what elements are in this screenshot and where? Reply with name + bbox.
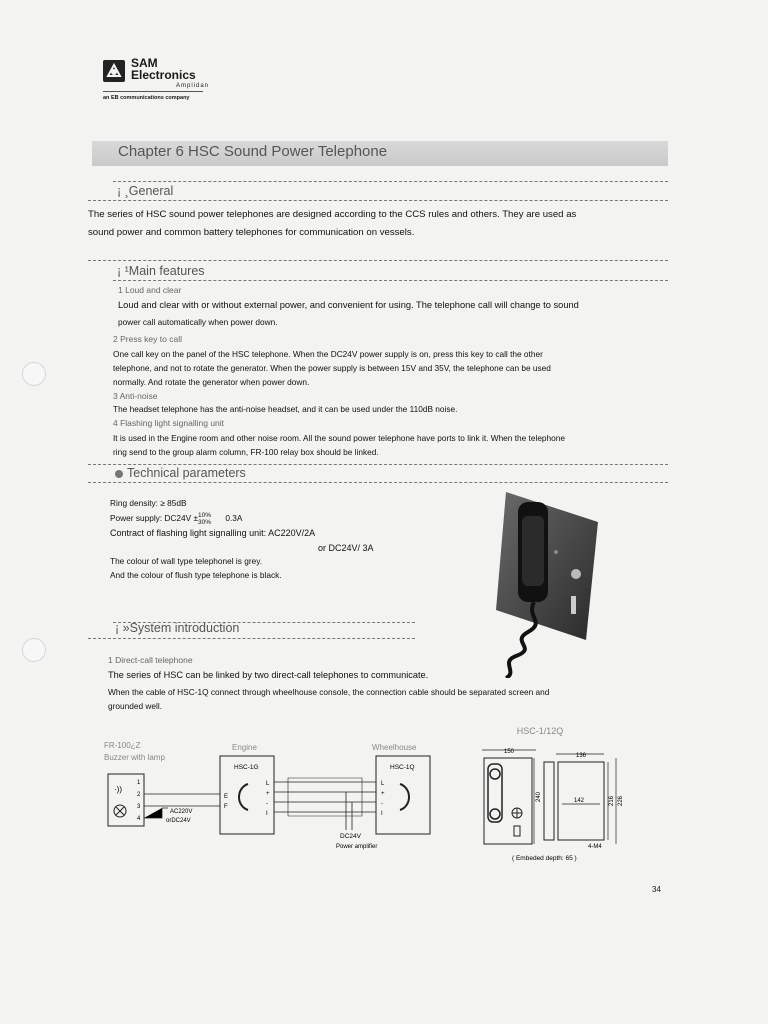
brand-name-line1: SAM <box>131 56 158 70</box>
punch-hole <box>22 362 46 386</box>
feature-4-line2: ring send to the group alarm column, FR-100 relay box should be linked. <box>113 447 379 457</box>
system-1-line2: When the cable of HSC-1Q connect through wheelhouse console, the connection cable should be separated screen and <box>108 687 550 697</box>
dimension-drawing <box>476 722 626 866</box>
dc-wires <box>346 792 352 830</box>
ac-wire <box>144 808 168 818</box>
bullet-icon <box>115 470 123 478</box>
feature-2-title: 2 Press key to call <box>113 334 182 344</box>
system-1-title: 1 Direct-call telephone <box>108 655 193 665</box>
hsc1q-minus: - <box>381 801 383 807</box>
hsc1q-plus: + <box>381 791 385 797</box>
embed-depth: ( Embeded depth: 65 ) <box>512 855 577 862</box>
buzzer-label: Buzzer with lamp <box>104 753 165 762</box>
tech-current: 0.3A <box>225 513 243 524</box>
amplifier-label: Power amplifier <box>336 844 378 850</box>
feature-4-line1: It is used in the Engine room and other noise room. All the sound power telephone have ports to link it. When the telephone <box>113 433 566 443</box>
tech-tolerance-down: 30% <box>198 519 212 526</box>
feature-3-line1: The headset telephone has the anti-noise headset, and it can be used under the 110dB noise. <box>113 404 458 414</box>
brand-subname: Amplidan <box>176 83 210 89</box>
dim-226: 226 <box>618 795 624 806</box>
fr-wires <box>144 794 220 806</box>
dashed-rule <box>88 260 668 261</box>
tech-contract: Contract of flashing light signalling unit: AC220V/2A <box>110 528 316 538</box>
mouthpiece-icon <box>490 809 500 819</box>
feature-2-line3: normally. And rotate the generator when power down. <box>113 377 310 387</box>
hsc1g-f: F <box>224 804 228 810</box>
general-text-line2: sound power and common battery telephones for communication on vessels. <box>88 227 415 238</box>
hsc1g-i: I <box>266 811 268 817</box>
system-1-line1: The series of HSC can be linked by two direct-call telephones to communicate. <box>108 670 429 680</box>
feature-1-title: 1 Loud and clear <box>118 285 182 295</box>
dim-136: 136 <box>576 753 587 759</box>
hsc1q-label: HSC-1Q <box>390 764 415 771</box>
tech-colour-flush: And the colour of flush type telephone is black. <box>110 570 282 580</box>
handset-icon-wheelhouse <box>400 784 409 810</box>
handset-icon-engine <box>239 784 248 810</box>
dim-142: 142 <box>574 798 585 804</box>
brand-divider <box>103 91 203 92</box>
dashed-rule <box>113 280 668 281</box>
brand-name-line2: Electronics <box>131 68 196 82</box>
hsc1g-plus: + <box>266 791 270 797</box>
hsc1g-l: L <box>266 781 270 787</box>
terminal-2: 2 <box>137 792 141 798</box>
tech-power-label: Power supply: DC24V ± <box>110 513 199 524</box>
feature-4-title: 4 Flashing light signalling unit <box>113 418 225 428</box>
side-view <box>544 762 554 840</box>
hsc1q-l: L <box>381 781 385 787</box>
feature-2-line2: telephone, and not to rotate the generator. When the power supply is between 15V and 35V, the telephone can be used <box>113 363 551 373</box>
brand-tagline: an EB communications company <box>103 95 190 101</box>
sam-logo-icon <box>103 60 125 82</box>
feature-3-title: 3 Anti-noise <box>113 391 158 401</box>
dim-4m4: 4-M4 <box>588 844 602 850</box>
section-heading-system: ¡ »System introduction <box>115 621 240 635</box>
section-heading-tech <box>115 466 246 480</box>
telephone-photo <box>486 492 598 678</box>
ac-label: AC220V <box>170 809 193 815</box>
dashed-rule <box>88 464 668 465</box>
tech-heading-text: Technical parameters <box>127 466 246 480</box>
feature-1-line2: power call automatically when power down. <box>118 317 278 327</box>
cable-screen <box>288 778 362 816</box>
system-1-line3: grounded well. <box>108 701 162 711</box>
dashed-rule <box>113 181 668 182</box>
section-heading-features: ¡ ¹Main features <box>117 264 205 278</box>
engine-label: Engine <box>232 743 257 752</box>
hsc1g-label: HSC-1G <box>234 764 259 771</box>
model-title: HSC-1/12Q <box>516 726 564 736</box>
dc-label: DC24V <box>340 833 361 840</box>
dashed-rule <box>88 482 668 483</box>
tech-ring-density: Ring density: ≥ 85dB <box>110 498 187 508</box>
link-wires <box>274 782 376 812</box>
page-number: 34 <box>652 885 661 894</box>
earpiece-icon <box>490 769 500 779</box>
switch-icon <box>514 826 520 836</box>
dashed-rule <box>88 200 668 201</box>
fr-label: FR-100¿Z <box>104 741 141 750</box>
terminal-4: 4 <box>137 816 141 822</box>
hsc1q-i: I <box>381 811 383 817</box>
tech-tolerance-up: 10% <box>198 512 212 519</box>
general-text-line1: The series of HSC sound power telephones are designed according to the CCS rules and others. They are used as <box>88 209 577 220</box>
tech-contract-alt: or DC24V/ 3A <box>318 543 374 553</box>
chapter-title: Chapter 6 HSC Sound Power Telephone <box>118 143 388 160</box>
wiring-diagram <box>100 738 440 856</box>
dashed-rule <box>88 638 415 639</box>
hsc1g-e: E <box>224 794 229 800</box>
wheelhouse-label: Wheelhouse <box>372 743 417 752</box>
dim-216: 216 <box>609 795 615 806</box>
feature-1-line1: Loud and clear with or without external power, and convenient for using. The telephone call will change to sound <box>118 300 579 310</box>
tech-colour-wall: The colour of wall type telephonel is grey. <box>110 556 263 566</box>
terminal-3: 3 <box>137 804 141 810</box>
section-heading-general: ¡ ¸General <box>117 184 174 198</box>
hsc1g-minus: - <box>266 801 268 807</box>
punch-hole <box>22 638 46 662</box>
dim-150: 150 <box>504 749 515 755</box>
tech-power-supply <box>110 512 242 526</box>
ac-label-alt: orDC24V <box>166 818 191 824</box>
dim-240: 240 <box>536 791 542 802</box>
terminal-1: 1 <box>137 780 141 786</box>
buzzer-icon: ·)) <box>114 785 122 794</box>
lamp-cross <box>116 807 124 815</box>
feature-2-line1: One call key on the panel of the HSC telephone. When the DC24V power supply is on, press this key to call the other <box>113 349 543 359</box>
